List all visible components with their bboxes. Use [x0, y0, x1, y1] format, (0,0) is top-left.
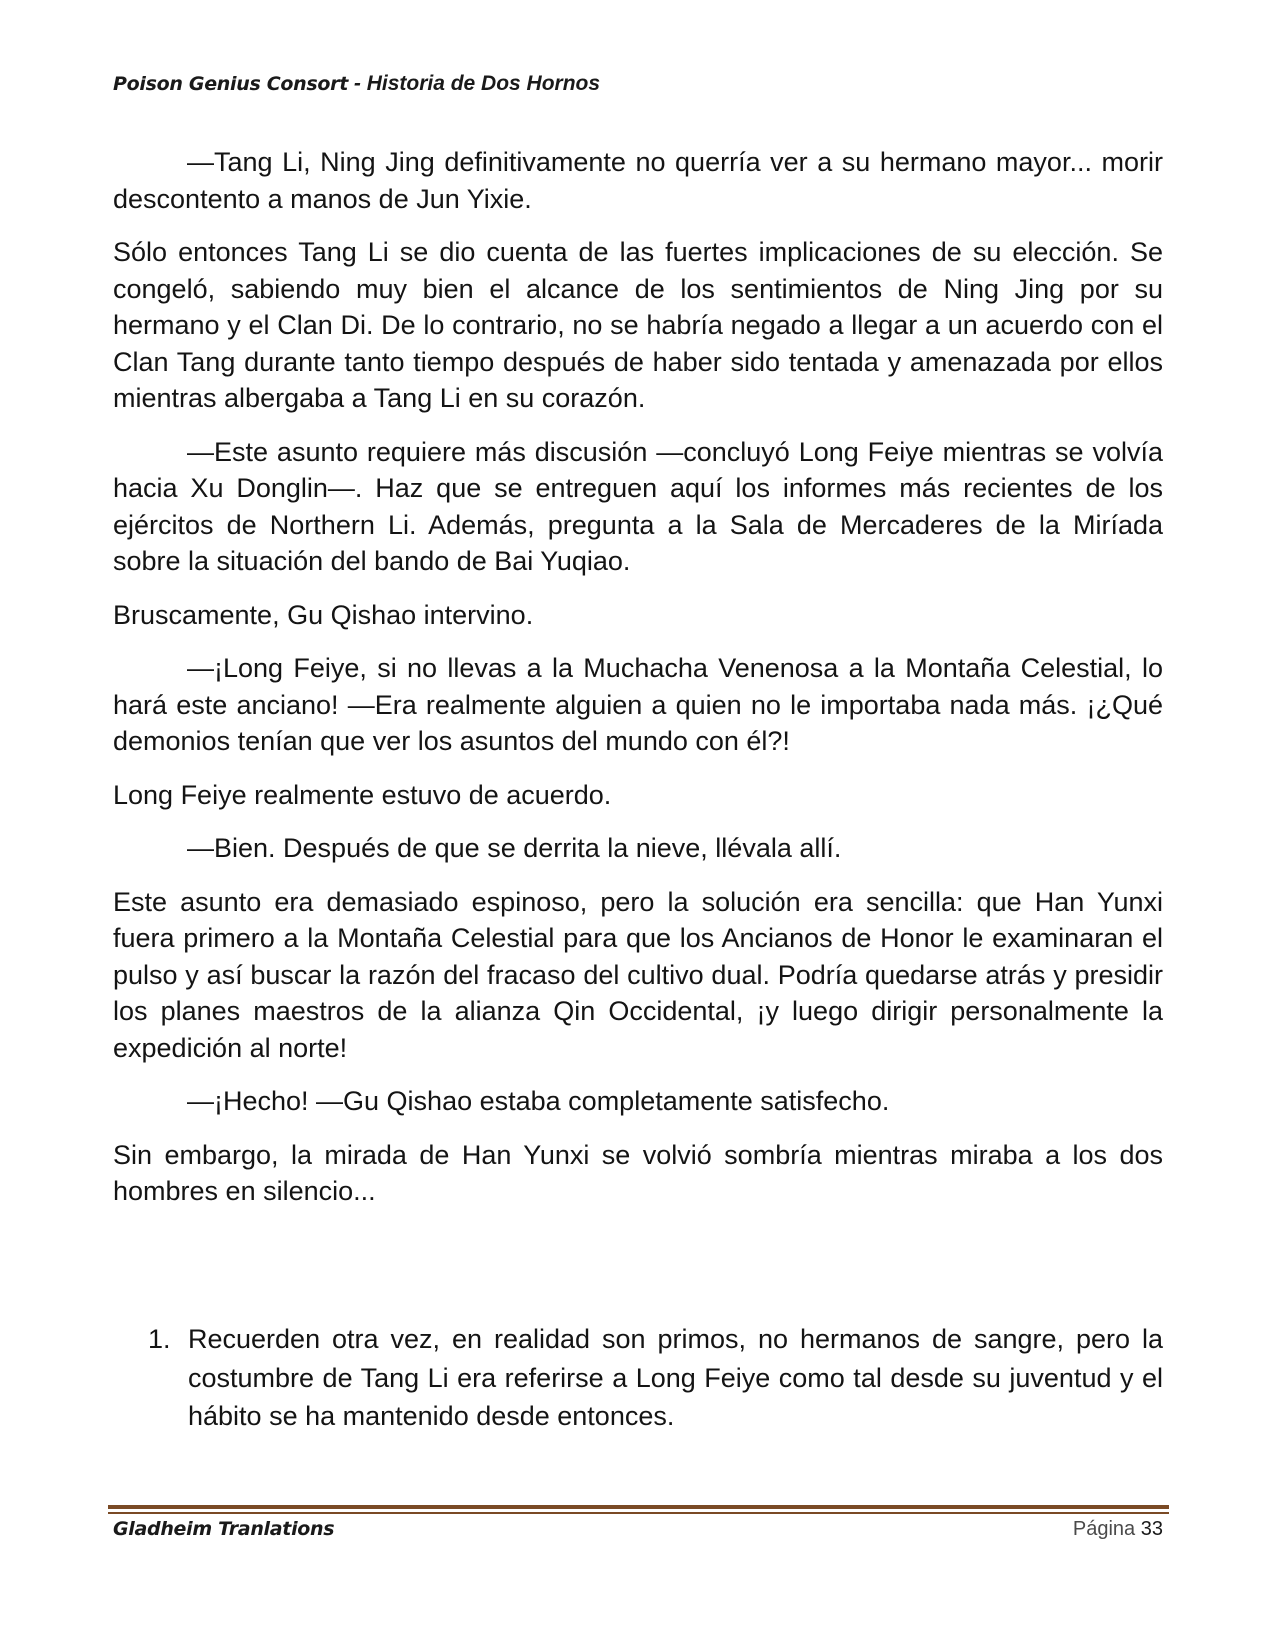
paragraph-4: Bruscamente, Gu Qishao intervino. — [113, 599, 534, 630]
chapter-title: Historia de Dos Hornos — [366, 72, 601, 95]
paragraph-9: —¡Hecho! —Gu Qishao estaba completamente satisfecho. — [187, 1086, 890, 1116]
footnote-text: Recuerden otra vez, en realidad son primos, no hermanos de sangre, pero la costumbre de Tang Li era referirse a Long Feiye como tal desde su juventud y el hábito se ha mantenido desde entonces. — [188, 1324, 1163, 1431]
footnote-number: 1. — [148, 1324, 171, 1354]
paragraph-3: —Este asunto requiere más discusión —concluyó Long Feiye mientras se volvía hacia Xu Donglin—. Haz que se entreguen aquí los informes más recientes de los ejércitos de Northern Li. Además, pregunta a la Sala de Mercaderes de la Miríada sobre la situación del bando de Bai Yuqiao. — [113, 436, 1163, 576]
page-number: 33 — [1140, 1518, 1163, 1540]
footer-credit: Gladheim Tranlations — [113, 1518, 335, 1540]
footer-rule-thick — [108, 1505, 1169, 1509]
page-number-block — [1073, 1518, 1163, 1541]
paragraph-10: Sin embargo, la mirada de Han Yunxi se volvió sombría mientras miraba a los dos hombres en silencio... — [113, 1139, 1163, 1206]
footer-rule-thin — [108, 1512, 1169, 1514]
book-title: Poison Genius Consort — [113, 73, 349, 95]
page-label: Página — [1072, 1518, 1136, 1540]
paragraph-2: Sólo entonces Tang Li se dio cuenta de las fuertes implicaciones de su elección. Se congeló, sabiendo muy bien el alcance de los sentimientos de Ning Jing por su hermano y el Clan Di. De lo contrario, no se habría negado a llegar a un acuerdo con el Clan Tang durante tanto tiempo después de haber sido tentada y amenazada por ellos mientras albergaba a Tang Li en su corazón. — [113, 237, 1163, 413]
paragraph-7: —Bien. Después de que se derrita la nieve, llévala allí. — [187, 833, 842, 863]
paragraph-1: —Tang Li, Ning Jing definitivamente no querría ver a su hermano mayor... morir descontento a manos de Jun Yixie. — [113, 147, 1163, 214]
paragraph-5: —¡Long Feiye, si no llevas a la Muchacha Venenosa a la Montaña Celestial, lo hará este anciano! —Era realmente alguien a quien no le importaba nada más. ¡¿Qué demonios tenían que ver los asuntos del mundo con él?! — [113, 653, 1163, 756]
footnote — [148, 1320, 1163, 1436]
paragraph-8: Este asunto era demasiado espinoso, pero la solución era sencilla: que Han Yunxi fuera primero a la Montaña Celestial para que los Ancianos de Honor le examinaran el pulso y así buscar la razón del fracaso del cultivo dual. Podría quedarse atrás y presidir los planes maestros de la alianza Qin Occidental, ¡y luego dirigir personalmente la expedición al norte! — [113, 886, 1163, 1063]
page-header — [113, 72, 600, 96]
paragraph-6: Long Feiye realmente estuvo de acuerdo. — [113, 779, 612, 810]
page-body — [113, 144, 1163, 1227]
header-separator: - — [348, 72, 367, 95]
